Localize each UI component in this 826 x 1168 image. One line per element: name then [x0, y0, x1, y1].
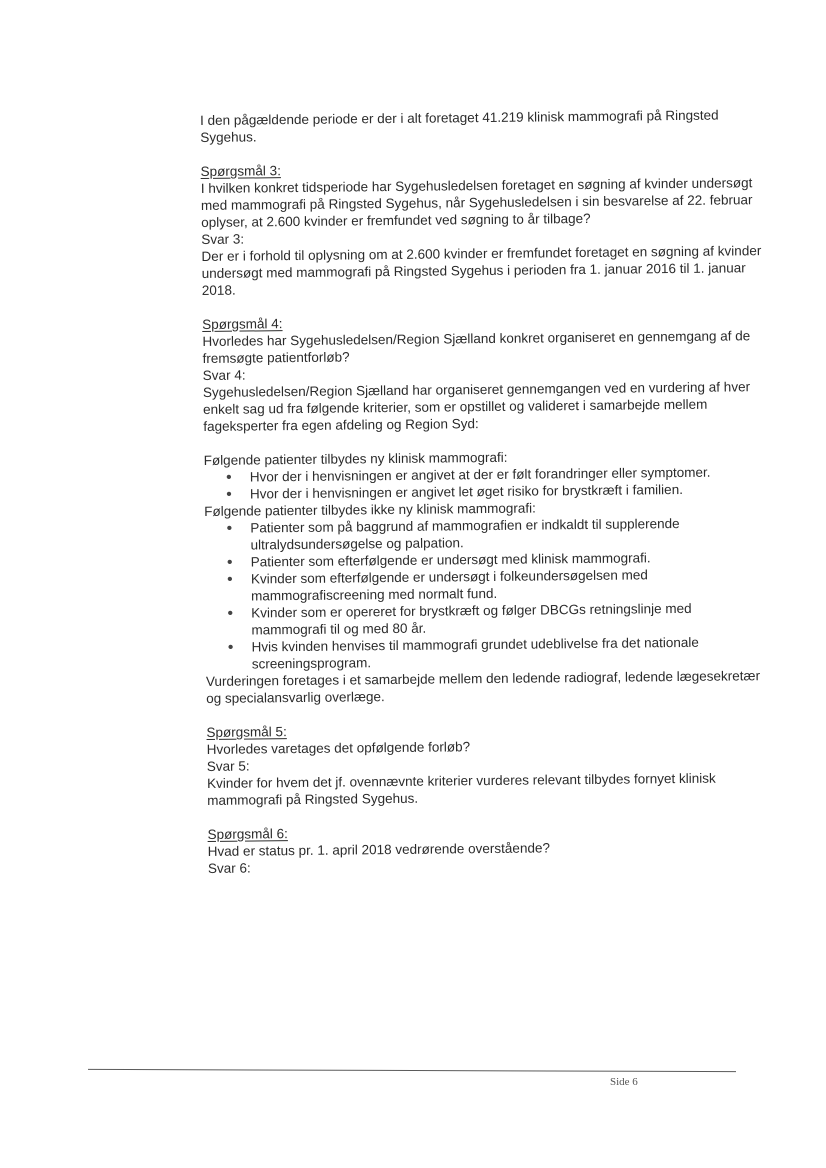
list-item-text: Hvis kvinden henvises til mammografi grundet udeblivelse fra det nationale screeningsprogram.: [251, 634, 699, 672]
list-item: [206, 633, 766, 673]
intro-paragraph: I den pågældende periode er der i alt foretaget 41.219 klinisk mammografi på Ringsted Sygehus.: [200, 107, 719, 145]
question-3-heading: Spørgsmål 3:: [200, 163, 281, 179]
list-item-text: Kvinder som efterfølgende er undersøgt i folkeundersøgelsen med mammografiscreening med normalt fund.: [250, 567, 648, 604]
document-body: [200, 106, 768, 877]
answer-4-text: Sygehusledelsen/Region Sjælland har organiseret gennemgangen ved en vurdering af hver enkelt sag ud fra følgende kriterier, som er opstillet og valideret i samarbejde mellem fageksperter fra egen afdeling og Region Syd:: [202, 379, 751, 434]
question-6-text: Hvad er status pr. 1. april 2018 vedrørende overstående?: [207, 840, 551, 859]
answer-4-label: Svar 4:: [202, 367, 246, 383]
bullet-icon: ●: [226, 522, 233, 534]
bullet-icon: ●: [226, 573, 233, 585]
answer-3-label: Svar 3:: [201, 231, 245, 247]
list-item-text: Hvor der i henvisningen er angivet let øget risiko for brystkræft i familien.: [249, 481, 683, 502]
list-item-text: Patienter som efterfølgende er undersøgt med klinisk mammografi.: [250, 550, 651, 570]
question-4-section: [202, 310, 766, 707]
question-5-text: Hvorledes varetages det opfølgende forløb?: [206, 739, 471, 757]
question-4-text: Hvorledes har Sygehusledelsen/Region Sjælland konkret organiseret en gennemgang af de fremsøgte patientforløb?: [202, 328, 751, 366]
question-5-section: [206, 718, 767, 809]
offered-list: [204, 463, 764, 503]
bullet-icon: ●: [225, 471, 232, 483]
list-item-text: Patienter som på baggrund af mammografien er indkaldt til supplerende ultralydsundersøgelse og palpation.: [250, 516, 680, 553]
bullet-icon: ●: [226, 556, 233, 568]
answer-5-label: Svar 5:: [206, 758, 250, 774]
answer-3-text: Der er i forhold til oplysning om at 2.600 kvinder er fremfundet foretaget en søgning af kvinder undersøgt med mammografi på Ringsted Sygehus i perioden fra 1. januar 2016 til 1. januar 2018.: [201, 243, 762, 298]
bullet-icon: ●: [227, 641, 234, 653]
closing-paragraph: Vurderingen foretages i et samarbejde mellem den ledende radiograf, ledende lægesekretær og specialansvarlig overlæge.: [205, 668, 761, 706]
list-item-text: Hvor der i henvisningen er angivet at der er følt forandringer eller symptomer.: [249, 464, 711, 485]
page-number: Side 6: [610, 1076, 638, 1088]
question-6-heading: Spørgsmål 6:: [207, 826, 288, 842]
answer-5-text: Kvinder for hvem det jf. ovennævnte kriterier vurderes relevant tilbydes fornyet klinisk mammografi på Ringsted Sygehus.: [206, 770, 716, 808]
offered-intro: Følgende patienter tilbydes ny klinisk mammografi:: [203, 449, 508, 468]
question-5-heading: Spørgsmål 5:: [206, 724, 287, 740]
bullet-icon: ●: [227, 607, 234, 619]
footer-divider: [88, 1069, 736, 1072]
not-offered-list: [204, 514, 766, 673]
question-3-section: [201, 157, 762, 299]
question-3-text: I hvilken konkret tidsperiode har Sygehusledelsen foretaget en søgning af kvinder undersøgt med mammografi på Ringsted Sygehus, når Sygehusledelsen i sin besvarelse af 22. februar oplyser, at 2.600 kvinder er fremfundet ved søgning to år tilbage?: [200, 175, 753, 230]
list-item-text: Kvinder som er opereret for brystkræft og følger DBCGs retningslinje med mammografi til og med 80 år.: [251, 600, 692, 638]
bullet-icon: ●: [225, 488, 233, 500]
question-6-section: [207, 820, 768, 877]
not-offered-intro: Følgende patienter tilbydes ikke ny klinisk mammografi:: [204, 500, 536, 519]
answer-6-label: Svar 6:: [207, 860, 251, 876]
question-4-heading: Spørgsmål 4:: [202, 316, 283, 332]
